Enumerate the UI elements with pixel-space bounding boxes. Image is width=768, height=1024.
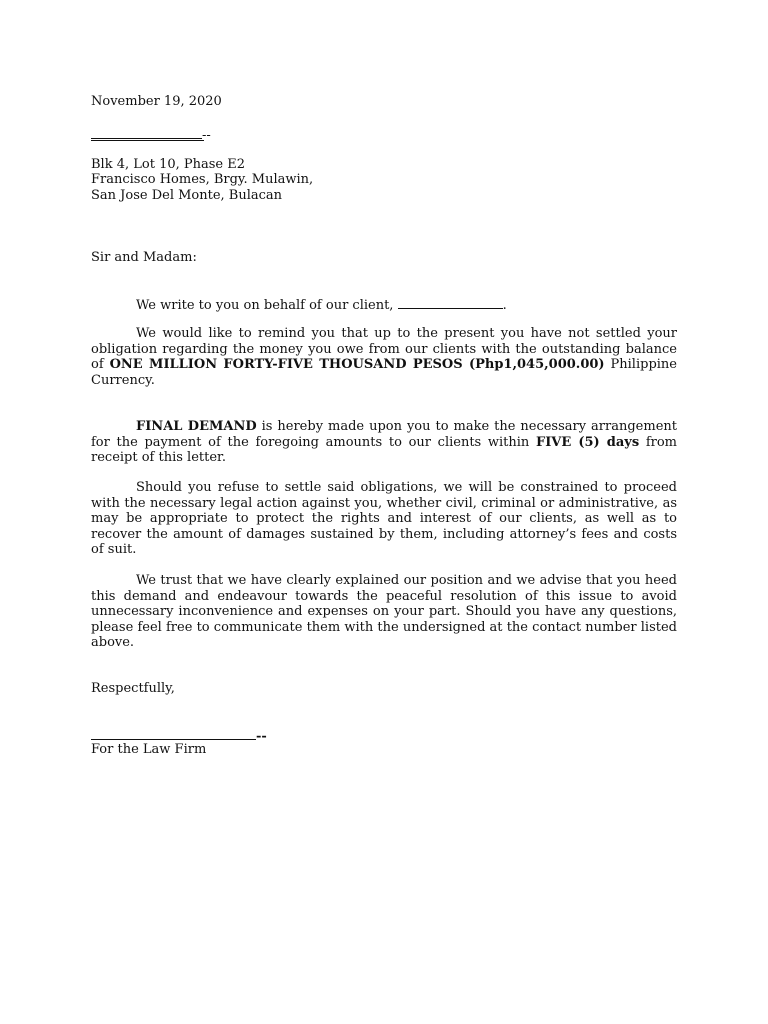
recipient-name-suffix: -- <box>202 128 211 143</box>
salutation: Sir and Madam: <box>91 250 197 265</box>
paragraph-1 <box>136 296 507 314</box>
paragraph-2 <box>91 326 677 388</box>
signature-suffix: -- <box>256 729 267 744</box>
recipient-address-line-2: Francisco Homes, Brgy. Mulawin, <box>91 172 314 187</box>
outstanding-amount: ONE MILLION FORTY-FIVE THOUSAND PESOS (Php1,045,000.00) <box>109 357 605 372</box>
deadline-days: FIVE (5) days <box>535 434 640 450</box>
recipient-name-blank <box>91 126 202 139</box>
recipient-address-line-3: San Jose Del Monte, Bulacan <box>91 188 283 203</box>
paragraph-5: We trust that we have clearly explained our position and we advise that you heed this demand and endeavour towards the peaceful resolution of this issue to avoid unnecessary inconvenience and expenses on your part. Should you have any questions, please feel free to communicate them with the undersigned at the contact number listed above. <box>91 573 677 650</box>
paragraph-3-text-2: from receipt of this letter. <box>91 434 678 465</box>
paragraph-2-text-1: We would like to remind you that up to the present you have not settled your obligation regarding the money you owe from our clients with the outstanding balance of <box>91 326 677 372</box>
paragraph-2-text-2: Philippine Currency. <box>91 357 677 388</box>
paragraph-1-text: We write to you on behalf of our client, <box>136 298 394 313</box>
paragraph-3-text-1: is hereby made upon you to make the necessary arrangement for the payment of the foregoing amounts to our clients within <box>91 419 677 450</box>
final-demand-label: FINAL DEMAND <box>136 419 257 434</box>
client-name-blank <box>398 296 503 309</box>
paragraph-4: Should you refuse to settle said obligations, we will be constrained to proceed with the necessary legal action against you, whether civil, criminal or administrative, as may be appropriate to protect the rights and interest of our clients, as well as to recover the amount of damages sustained by them, including attorney’s fees and costs of suit. <box>91 480 677 557</box>
letter-date: November 19, 2020 <box>91 94 222 109</box>
signature-blank <box>91 727 256 740</box>
recipient-address-line-1: Blk 4, Lot 10, Phase E2 <box>91 157 246 172</box>
paragraph-1-end: . <box>502 298 507 313</box>
recipient-second-blank <box>91 140 204 141</box>
signature-title: For the Law Firm <box>91 742 207 757</box>
closing: Respectfully, <box>91 681 175 696</box>
paragraph-3 <box>91 419 677 466</box>
